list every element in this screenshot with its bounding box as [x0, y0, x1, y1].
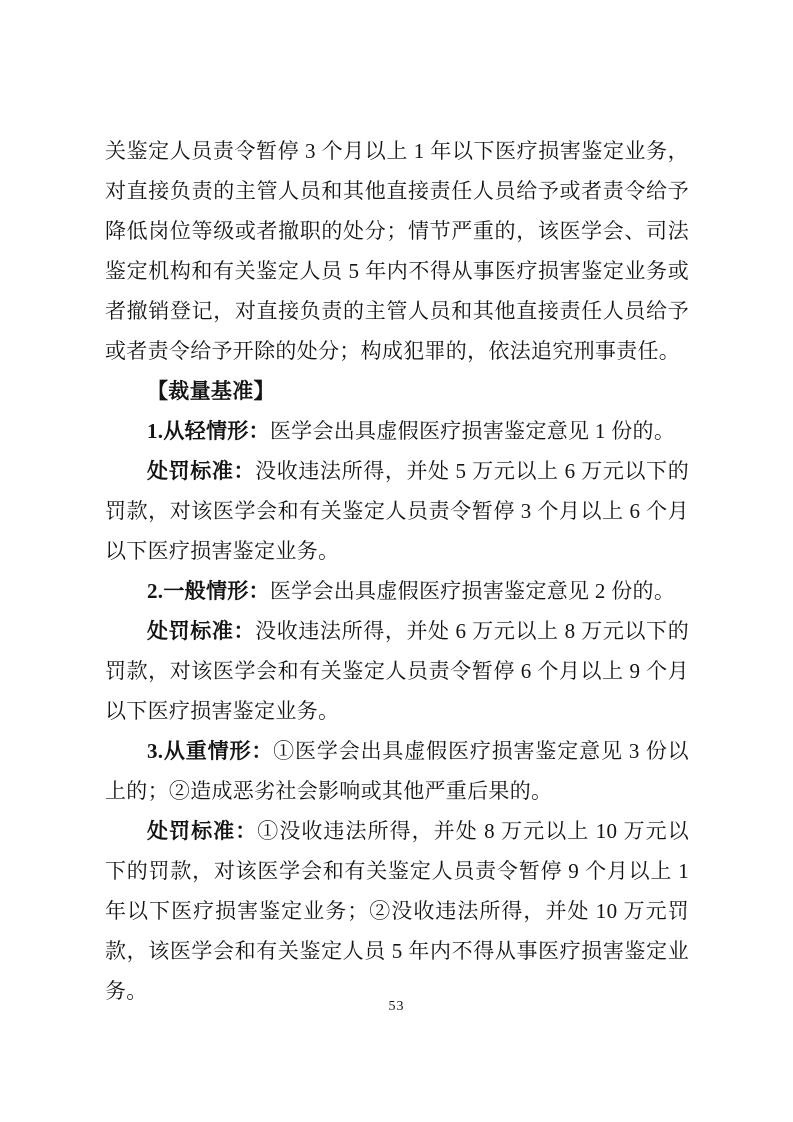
page-number: 53 — [388, 999, 405, 1014]
paragraph-text: 医学会出具虚假医疗损害鉴定意见 1 份的。 — [269, 419, 676, 443]
heading-label: 【裁量基准】 — [147, 379, 275, 403]
item-2-penalty-standard — [105, 611, 689, 731]
item-lead: 3.从重情形： — [147, 739, 274, 763]
document-body — [105, 131, 689, 1011]
item-lead: 2.一般情形： — [147, 579, 270, 603]
item-3-aggravated-circumstance — [105, 731, 689, 811]
paragraph-text: 没收违法所得，并处 5 万元以上 6 万元以下的罚款，对该医学会和有关鉴定人员责令暂停 3 个月以上 6 个月以下医疗损害鉴定业务。 — [105, 459, 690, 563]
page-footer — [0, 997, 793, 1017]
paragraph-text: ①医学会出具虚假医疗损害鉴定意见 3 份以上的；②造成恶劣社会影响或其他严重后果的。 — [105, 739, 689, 803]
item-2-general-circumstance — [105, 571, 689, 611]
item-lead: 处罚标准： — [147, 819, 258, 843]
continuation-paragraph — [105, 131, 689, 371]
section-heading — [105, 371, 689, 411]
item-1-lenient-circumstance — [105, 411, 689, 451]
item-lead: 1.从轻情形： — [147, 419, 270, 443]
paragraph-text: 没收违法所得，并处 6 万元以上 8 万元以下的罚款，对该医学会和有关鉴定人员责令暂停 6 个月以上 9 个月以下医疗损害鉴定业务。 — [105, 619, 690, 723]
item-lead: 处罚标准： — [147, 459, 256, 483]
item-3-penalty-standard — [105, 811, 689, 1011]
paragraph-text: 关鉴定人员责令暂停 3 个月以上 1 年以下医疗损害鉴定业务，对直接负责的主管人员和其他直接责任人员给予或者责令给予降低岗位等级或者撤职的处分；情节严重的，该医学会、司法鉴定机构和有关鉴定人员 5 年内不得从事医疗损害鉴定业务或者撤销登记，对直接负责的主管人员和其他直接责任人员给予或者责令给予开除的处分；构成犯罪的，依法追究刑事责任。 — [105, 139, 689, 363]
paragraph-text: 医学会出具虚假医疗损害鉴定意见 2 份的。 — [269, 579, 676, 603]
item-1-penalty-standard — [105, 451, 689, 571]
paragraph-text: ①没收违法所得，并处 8 万元以上 10 万元以下的罚款，对该医学会和有关鉴定人员责令暂停 9 个月以上 1 年以下医疗损害鉴定业务；②没收违法所得，并处 10 万元罚款，该医学会和有关鉴定人员 5 年内不得从事医疗损害鉴定业务。 — [105, 819, 690, 1003]
item-lead: 处罚标准： — [147, 619, 256, 643]
